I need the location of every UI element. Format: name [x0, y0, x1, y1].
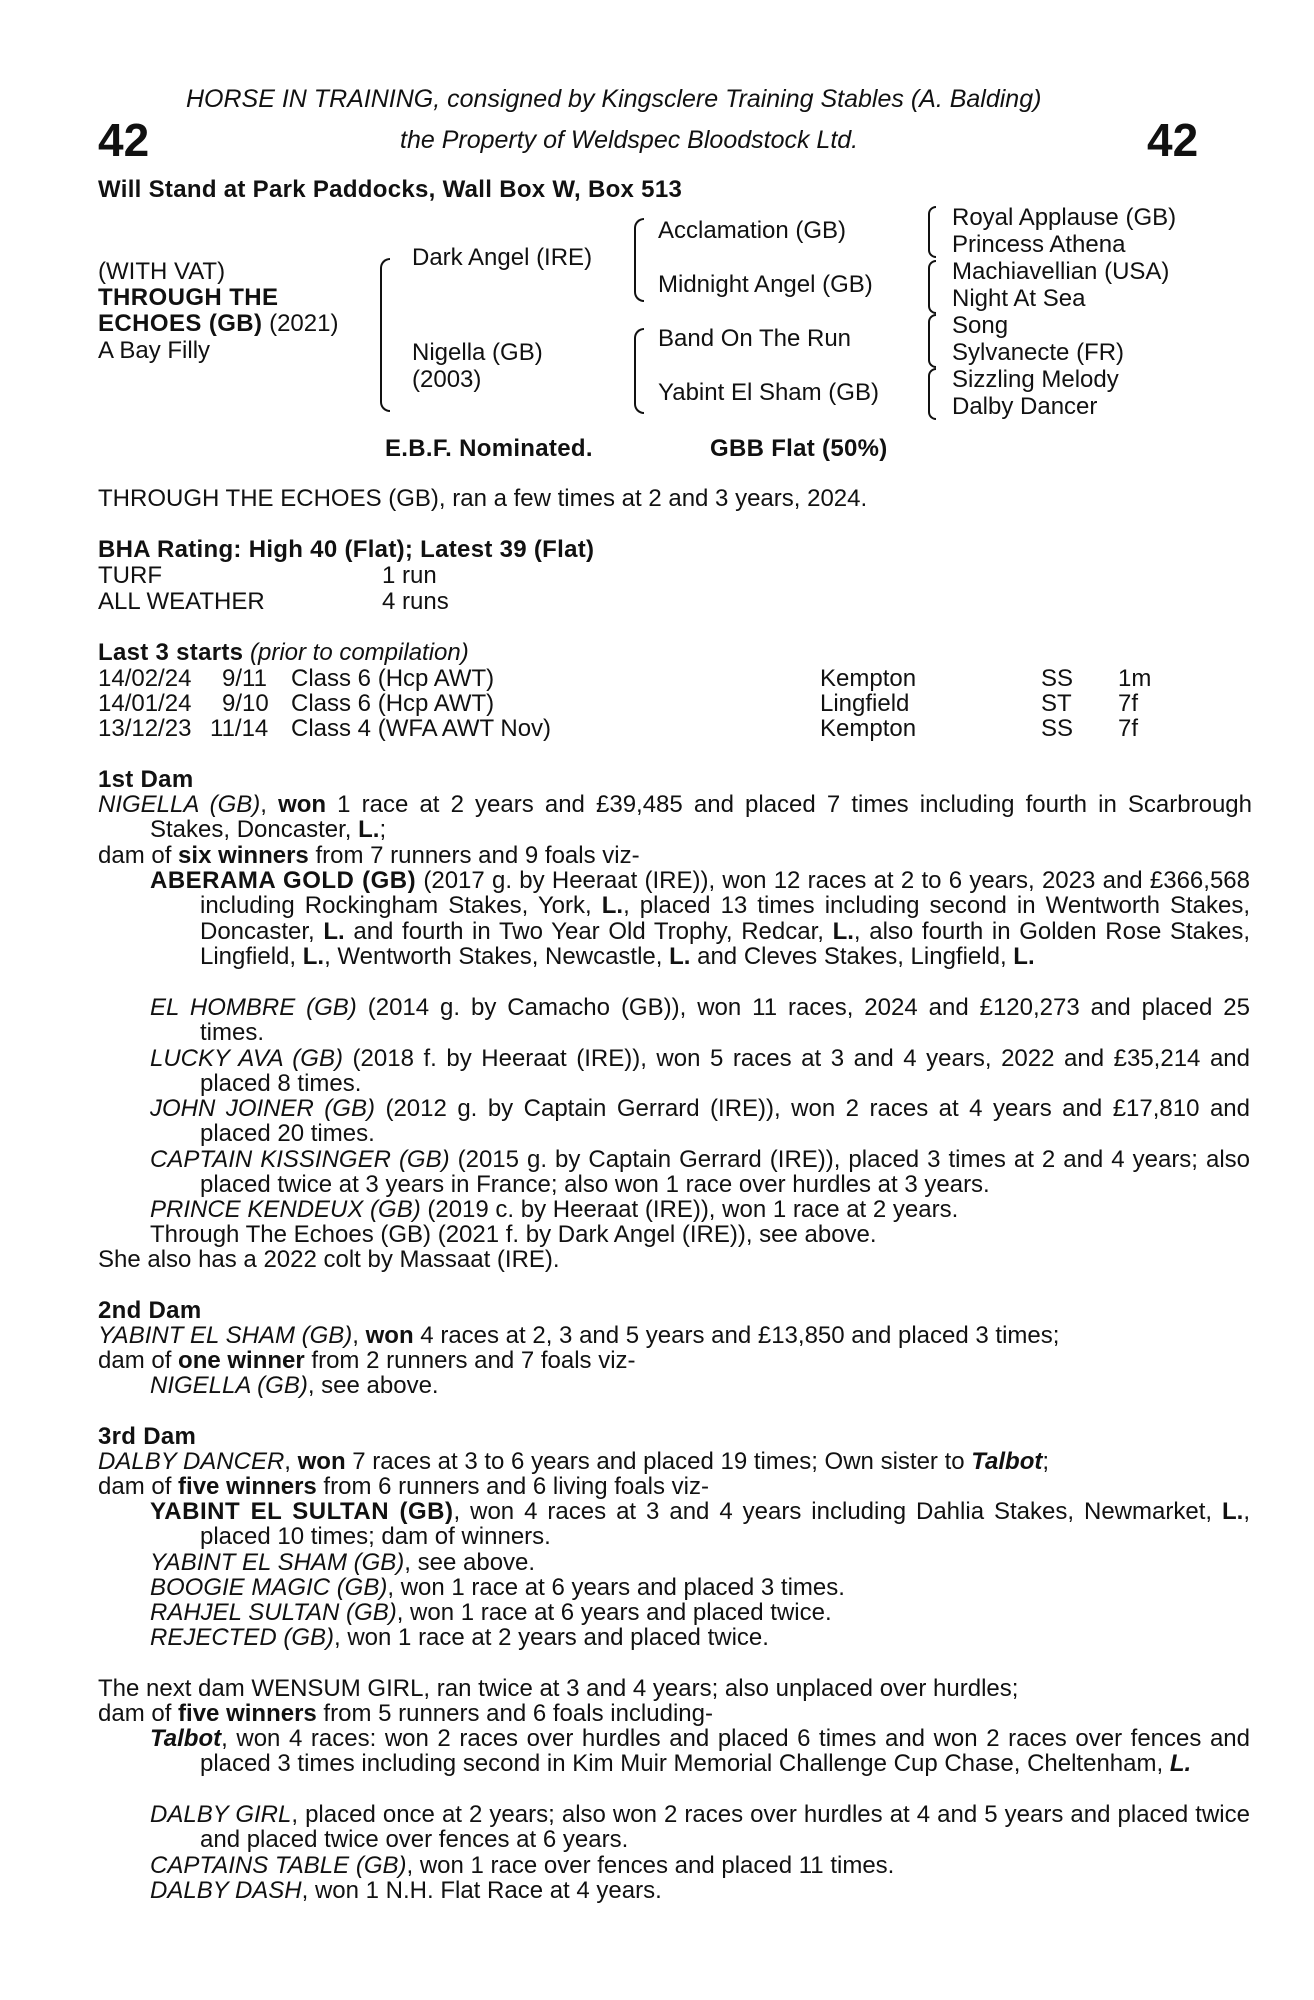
produce-yabint-el-sham: [150, 1550, 535, 1576]
listed-mark: L.: [1169, 1750, 1192, 1778]
dam1-heading: 1st Dam: [98, 766, 194, 793]
pedigree-brace-main: [380, 258, 390, 412]
produce-text: (2012 g. by Captain Gerrard (IRE)), won 2 races at 4 years and £17,810 and placed 20 times.: [200, 1095, 1250, 1148]
produce-text: (2015 g. by Captain Gerrard (IRE)), placed 3 times at 2 and 4 years; also placed twice at 3 years in France; also won 1 race over hurdles at 3 years.: [200, 1146, 1251, 1199]
produce-name: DALBY DASH: [150, 1877, 302, 1904]
gg-4: Night At Sea: [952, 285, 1086, 312]
produce-name: REJECTED (GB): [150, 1624, 335, 1651]
last-starts-note: (prior to compilation): [243, 639, 469, 666]
produce-text: , won 4 races at 3 and 4 years including Dahlia Stakes, Newmarket,: [453, 1498, 1222, 1525]
consignor-line: HORSE IN TRAINING, consigned by Kingsclere Training Stables (A. Balding): [186, 85, 1042, 113]
start-row-3-course: Kempton: [820, 715, 917, 742]
ebf-nominated: E.B.F. Nominated.: [385, 435, 593, 462]
lot-number-right: 42: [1147, 114, 1199, 166]
start-row-1-dist: 1m: [1118, 665, 1152, 692]
produce-text: , won 1 N.H. Flat Race at 4 years.: [301, 1877, 662, 1904]
gg-7: Sizzling Melody: [952, 366, 1119, 393]
dam-year: (2003): [412, 366, 482, 393]
produce-aberama-gold: [150, 868, 1250, 969]
produce-text: (2017 g. by Heeraat (IRE)), won 12 races at 2 to 6 years, 2023 and £366,568 including Rockingham Stakes, York,: [200, 867, 1250, 920]
produce-yabint-el-sultan: [150, 1499, 1250, 1550]
produce-through-the-echoes: Through The Echoes (GB) (2021 f. by Dark Angel (IRE)), see above.: [150, 1221, 877, 1248]
foaling-year: (2021): [262, 310, 339, 337]
last-starts-heading: [98, 640, 469, 666]
listed-mark: L.: [358, 816, 380, 844]
gg-brace-4: [928, 368, 936, 420]
sire-sire: Acclamation (GB): [658, 217, 847, 244]
gg-5: Song: [952, 312, 1009, 339]
start-row-2-course: Lingfield: [820, 690, 910, 717]
produce-text: (2018 f. by Heeraat (IRE)), won 5 races at 3 and 4 years, 2022 and £35,214 and placed 8 times.: [200, 1045, 1250, 1098]
produce-dalby-dash: [150, 1878, 662, 1904]
produce-name: Talbot: [150, 1725, 222, 1752]
dam3-produce-line: [98, 1474, 709, 1500]
next-dam-line: The next dam WENSUM GIRL, ran twice at 3 and 4 years; also unplaced over hurdles;: [98, 1675, 1019, 1702]
dam2-name: YABINT EL SHAM (GB): [98, 1322, 353, 1349]
dam3-produce-post: from 6 runners and 6 living foals viz-: [316, 1473, 709, 1500]
produce-text: , also fourth in Golden Rose Stakes, Lingfield,: [200, 917, 1250, 970]
dam1-won: won: [278, 791, 327, 818]
produce-dalby-girl: [150, 1802, 1250, 1853]
listed-mark: L.: [323, 917, 345, 945]
produce-text: and fourth in Two Year Old Trophy, Redcar,: [344, 917, 833, 945]
sire-name: Dark Angel (IRE): [412, 244, 593, 271]
dam-sire: Band On The Run: [658, 325, 852, 352]
start-row-2-race: Class 6 (Hcp AWT): [291, 690, 495, 717]
dam1-record: NIGELLA (GB), won 1 race at 2 years and £39,485 and placed 7 times including fourth in Scarbrough Stakes, Doncaster, L.;: [98, 791, 1252, 844]
start-row-2-dist: 7f: [1118, 690, 1139, 717]
gbb-flat: GBB Flat (50%): [710, 435, 888, 462]
produce-name: YABINT EL SHAM (GB): [150, 1549, 405, 1576]
produce-boogie-magic: [150, 1575, 845, 1601]
produce-name: BOOGIE MAGIC (GB): [150, 1574, 388, 1601]
horse-name: ECHOES (GB): [98, 310, 263, 337]
start-row-3-race: Class 4 (WFA AWT Nov): [291, 715, 552, 742]
dam2-record: YABINT EL SHAM (GB), won 4 races at 2, 3 and 5 years and £13,850 and placed 3 times;: [98, 1322, 1060, 1349]
produce-name: YABINT EL SULTAN (GB): [150, 1498, 454, 1525]
gg-1: Royal Applause (GB): [952, 204, 1177, 231]
produce-rahjel-sultan: [150, 1600, 832, 1626]
produce-text: (2014 g. by Camacho (GB)), won 11 races, 2024 and £120,273 and placed 25 times.: [200, 994, 1250, 1047]
horse-description: A Bay Filly: [98, 337, 211, 364]
start-row-3-dist: 7f: [1118, 715, 1139, 742]
start-row-3-pos: 11/14: [210, 715, 269, 742]
produce-text: , placed 13 times including second in Wentworth Stakes, Doncaster,: [200, 892, 1251, 945]
sire-dam: Midnight Angel (GB): [658, 271, 873, 298]
gg-8: Dalby Dancer: [952, 393, 1098, 420]
produce-text: , won 4 races: won 2 races over hurdles and placed 6 times and won 2 races over fences and placed 3 times including second in Kim Muir Memorial Challenge Cup Chase, Cheltenham,: [200, 1725, 1250, 1778]
property-line: the Property of Weldspec Bloodstock Ltd.: [400, 126, 859, 154]
produce-rejected: [150, 1625, 769, 1651]
start-row-1-course: Kempton: [820, 665, 917, 692]
pedigree-brace-sire: [634, 218, 644, 302]
dam1-produce-line: [98, 843, 640, 869]
gg-brace-3: [928, 314, 936, 368]
produce-text: , Wentworth Stakes, Newcastle,: [324, 942, 670, 970]
gg-6: Sylvanecte (FR): [952, 339, 1125, 366]
dam1-name: NIGELLA (GB): [98, 791, 261, 818]
produce-lucky-ava: [150, 1046, 1250, 1097]
produce-name: DALBY GIRL: [150, 1801, 292, 1828]
gg-2: Princess Athena: [952, 231, 1126, 258]
dam2-won: won: [365, 1322, 414, 1349]
produce-text: (2019 c. by Heeraat (IRE)), won 1 race at 2 years.: [420, 1196, 959, 1223]
produce-name: ABERAMA GOLD (GB): [150, 867, 417, 894]
produce-name: EL HOMBRE (GB): [150, 994, 357, 1021]
gg-brace-1: [928, 206, 936, 258]
produce-text: , won 1 race at 6 years and placed twice.: [396, 1599, 832, 1626]
dam1-text: 1 race at 2 years and £39,485 and placed 7 times including fourth in Scarbrough Stakes, Doncaster,: [150, 791, 1252, 844]
lot-number-left: 42: [98, 114, 150, 166]
pedigree-brace-dam: [634, 328, 644, 414]
produce-text: , won 1 race at 6 years and placed 3 times.: [387, 1574, 845, 1601]
start-row-1-date: 14/02/24: [98, 665, 192, 692]
produce-captains-table: [150, 1853, 894, 1879]
produce-prince-kendeux: [150, 1197, 958, 1223]
produce-text: , won 1 race at 2 years and placed twice.: [334, 1624, 769, 1651]
listed-mark: L.: [302, 942, 325, 970]
start-row-1-going: SS: [1041, 665, 1074, 692]
listed-mark: L.: [601, 892, 624, 920]
listed-mark: L.: [832, 917, 854, 945]
produce-name: CAPTAIN KISSINGER (GB): [150, 1146, 450, 1173]
dam3-name: DALBY DANCER: [98, 1448, 285, 1475]
produce-text: , see above.: [307, 1372, 439, 1399]
start-row-3-going: SS: [1041, 715, 1074, 742]
start-row-2-going: ST: [1041, 690, 1072, 717]
listed-mark: L.: [1013, 942, 1035, 970]
vat-label: (WITH VAT): [98, 258, 226, 285]
produce-name: PRINCE KENDEUX (GB): [150, 1196, 421, 1223]
produce-name: NIGELLA (GB): [150, 1372, 308, 1399]
dam3-record: DALBY DANCER, won 7 races at 3 to 6 years and placed 19 times; Own sister to Talbot;: [98, 1448, 1050, 1475]
dam1-text-end: ;: [379, 816, 387, 844]
dam1-also: She also has a 2022 colt by Massaat (IRE).: [98, 1246, 560, 1273]
dam3-produce-pre: dam of: [98, 1473, 179, 1500]
dam1-produce-post: from 7 runners and 9 foals viz-: [308, 842, 640, 869]
dam2-produce-pre: dam of: [98, 1347, 179, 1374]
produce-talbot: [150, 1726, 1250, 1777]
horse-name-line2: [98, 311, 338, 337]
racing-summary: THROUGH THE ECHOES (GB), ran a few times at 2 and 3 years, 2024.: [98, 485, 868, 512]
listed-mark: L.: [669, 942, 691, 970]
produce-text: , see above.: [404, 1549, 536, 1576]
produce-text: , won 1 race over fences and placed 11 times.: [406, 1852, 895, 1879]
dam2-produce-post: from 2 runners and 7 foals viz-: [304, 1347, 636, 1374]
dam-name: Nigella (GB): [412, 339, 543, 366]
dam2-winners-count: one winner: [178, 1347, 305, 1374]
dam3-heading: 3rd Dam: [98, 1423, 197, 1450]
produce-el-hombre: [150, 995, 1250, 1046]
produce-text: , placed 10 times; dam of winners.: [200, 1498, 1250, 1551]
dam2-produce-line: [98, 1348, 636, 1374]
dam3-won: won: [297, 1448, 346, 1475]
dam2-produce-nigella: [150, 1373, 439, 1399]
bha-rating: BHA Rating: High 40 (Flat); Latest 39 (Flat): [98, 536, 595, 563]
produce-name: RAHJEL SULTAN (GB): [150, 1599, 397, 1626]
listed-mark: L.: [1222, 1498, 1244, 1525]
produce-name: JOHN JOINER (GB): [150, 1095, 375, 1122]
dam3-winners-count: five winners: [178, 1473, 317, 1500]
dam1-winners-count: six winners: [178, 842, 309, 869]
rating-surface-turf: TURF: [98, 562, 162, 589]
rating-runs-aw: 4 runs: [382, 588, 449, 615]
last-starts-title: Last 3 starts: [98, 639, 244, 666]
sister-name: Talbot: [971, 1448, 1043, 1475]
produce-text: and Cleves Stakes, Lingfield,: [690, 942, 1014, 970]
next-dam-produce-line: [98, 1701, 713, 1727]
start-row-1-race: Class 6 (Hcp AWT): [291, 665, 495, 692]
rating-surface-aw: ALL WEATHER: [98, 588, 265, 615]
rating-runs-turf: 1 run: [382, 562, 437, 589]
gg-3: Machiavellian (USA): [952, 258, 1170, 285]
produce-name: CAPTAINS TABLE (GB): [150, 1852, 407, 1879]
dam2-text: 4 races at 2, 3 and 5 years and £13,850 and placed 3 times;: [413, 1322, 1060, 1349]
dam1-produce-pre: dam of: [98, 842, 179, 869]
dam3-text: 7 races at 3 to 6 years and placed 19 times; Own sister to: [345, 1448, 972, 1475]
produce-john-joiner: [150, 1096, 1250, 1147]
dam2-heading: 2nd Dam: [98, 1297, 202, 1324]
gg-brace-2: [928, 260, 936, 314]
produce-name: LUCKY AVA (GB): [150, 1045, 343, 1072]
start-row-1-pos: 9/11: [222, 665, 267, 692]
start-row-2-pos: 9/10: [222, 690, 269, 717]
stand-line: Will Stand at Park Paddocks, Wall Box W, Box 513: [98, 176, 683, 203]
dam-dam: Yabint El Sham (GB): [658, 379, 879, 406]
next-dam-produce-post: from 5 runners and 6 foals including-: [316, 1700, 713, 1727]
horse-name-line1: THROUGH THE: [98, 284, 279, 311]
start-row-3-date: 13/12/23: [98, 715, 192, 742]
start-row-2-date: 14/01/24: [98, 690, 192, 717]
produce-captain-kissinger: [150, 1147, 1250, 1198]
next-dam-produce-pre: dam of: [98, 1700, 179, 1727]
produce-text: , placed once at 2 years; also won 2 races over hurdles at 4 and 5 years and placed twice and placed twice over fences at 6 years.: [200, 1801, 1250, 1854]
next-dam-winners-count: five winners: [178, 1700, 317, 1727]
